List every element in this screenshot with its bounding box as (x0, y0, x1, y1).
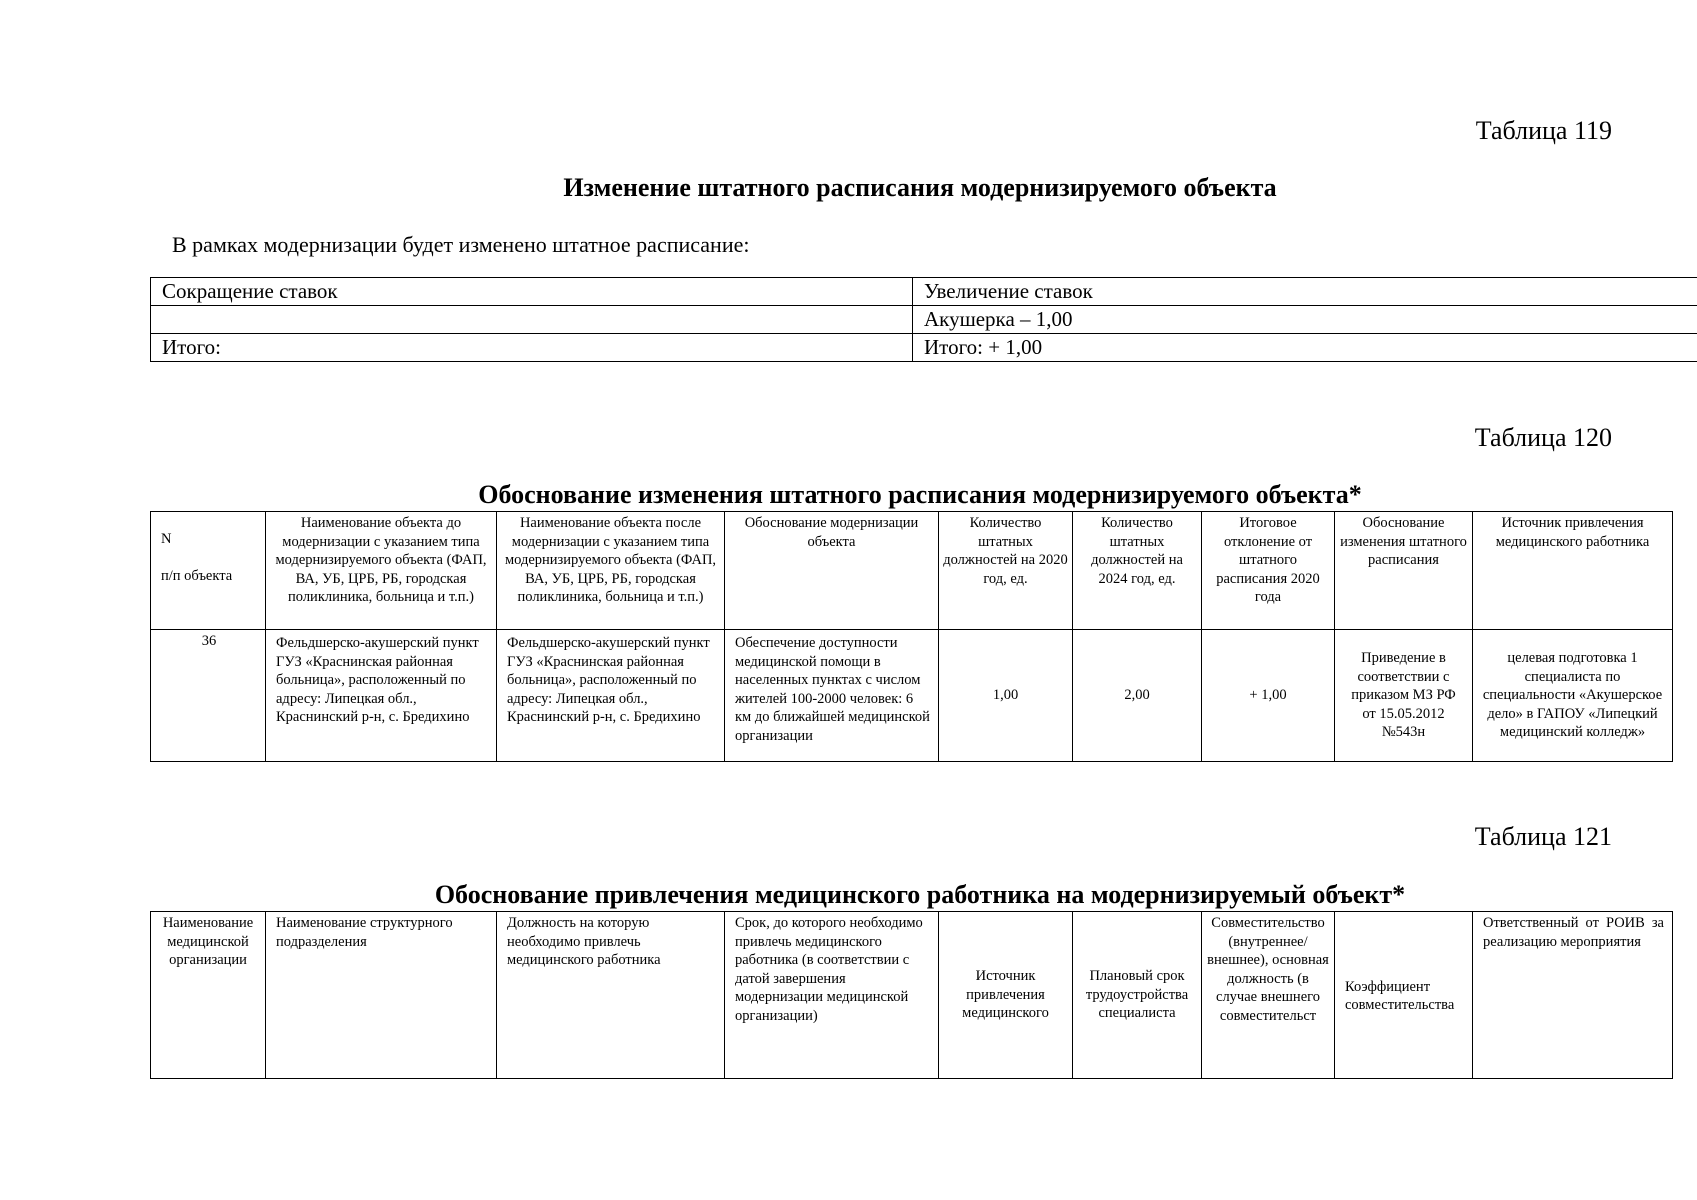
cell-source: целевая подготовка 1 специалиста по специальности «Акушерское дело» в ГАПОУ «Липецкий медицинский колледж» (1473, 630, 1673, 762)
header-cell-planned-term: Плановый срок трудоустройства специалиста (1073, 912, 1202, 1079)
header-cell-count-2020: Количество штатных должностей на 2020 год, ед. (939, 512, 1073, 630)
header-number-line1: N (161, 531, 172, 547)
header-cell-org-name: Наименование медицинской организации (151, 912, 266, 1079)
table-cell: Сокращение ставок (151, 278, 913, 306)
cell-change-basis: Приведение в соответствии с приказом МЗ РФ от 15.05.2012 №543н (1335, 630, 1473, 762)
table-row (151, 306, 1697, 334)
table-row (151, 334, 1697, 362)
cell-count-2024: 2,00 (1073, 630, 1202, 762)
header-cell-deadline: Срок, до которого необходимо привлечь медицинского работника (в соответствии с датой завершения модернизации медицинской организации) (725, 912, 939, 1079)
table-title-121: Обоснование привлечения медицинского работника на модернизируемый объект* (434, 880, 1406, 909)
intro-text: В рамках модернизации будет изменено штатное расписание: (172, 232, 750, 257)
table-header-row (151, 912, 1673, 1079)
table-row (151, 630, 1673, 762)
header-cell-count-2024: Количество штатных должностей на 2024 год, ед. (1073, 512, 1202, 630)
cell-deviation: + 1,00 (1202, 630, 1335, 762)
header-cell-responsible: Ответственный от РОИВ за реализацию мероприятия (1473, 912, 1673, 1079)
worker-recruitment-table (150, 911, 1673, 1079)
header-cell-coefficient: Коэффициент совместительства (1335, 912, 1473, 1079)
table-number-120: Таблица 120 (1474, 423, 1612, 452)
header-cell-source: Источник привлечения медицинского (939, 912, 1073, 1079)
header-cell-source: Источник привлечения медицинского работника (1473, 512, 1673, 630)
staffing-change-table (150, 277, 1697, 362)
header-cell-unit-name: Наименование структурного подразделения (266, 912, 497, 1079)
cell-justification: Обеспечение доступности медицинской помощи в населенных пунктах с числом жителей 100-2000 человек: 6 км до ближайшей медицинской организации (725, 630, 939, 762)
header-cell-deviation: Итоговое отклонение от штатного расписания 2020 года (1202, 512, 1335, 630)
staffing-justification-table (150, 511, 1673, 762)
header-cell-justification: Обоснование модернизации объекта (725, 512, 939, 630)
table-cell: Акушерка – 1,00 (913, 306, 1697, 334)
table-number-121: Таблица 121 (1474, 822, 1612, 851)
header-cell-change-basis: Обоснование изменения штатного расписания (1335, 512, 1473, 630)
table-cell (151, 306, 913, 334)
header-cell-name-before: Наименование объекта до модернизации с указанием типа модернизируемого объекта (ФАП, ВА, УБ, ЦРБ, РБ, городская поликлиника, больница и т.п.) (266, 512, 497, 630)
header-number-line2: п/п объекта (161, 567, 233, 584)
table-number-119: Таблица 119 (1475, 116, 1612, 145)
table-row (151, 278, 1697, 306)
header-cell-position: Должность на которую необходимо привлечь медицинского работника (497, 912, 725, 1079)
table-title-120: Обоснование изменения штатного расписания модернизируемого объекта* (478, 480, 1362, 509)
header-cell-number (151, 512, 266, 630)
cell-name-before: Фельдшерско-акушерский пункт ГУЗ «Краснинская районная больница», расположенный по адресу: Липецкая обл., Краснинский р-н, с. Бредихино (266, 630, 497, 762)
table-header-row (151, 512, 1673, 630)
table-cell: Увеличение ставок (913, 278, 1697, 306)
cell-number: 36 (151, 630, 266, 762)
table-cell: Итого: + 1,00 (913, 334, 1697, 362)
table-title-119: Изменение штатного расписания модернизируемого объекта (563, 173, 1277, 202)
header-cell-combination: Совместительство (внутреннее/внешнее), основная должность (в случае внешнего совместительст (1202, 912, 1335, 1079)
cell-name-after: Фельдшерско-акушерский пункт ГУЗ «Краснинская районная больница», расположенный по адресу: Липецкая обл., Краснинский р-н, с. Бредихино (497, 630, 725, 762)
table-cell: Итого: (151, 334, 913, 362)
header-cell-name-after: Наименование объекта после модернизации с указанием типа модернизируемого объекта (ФАП, ВА, УБ, ЦРБ, РБ, городская поликлиника, больница и т.п.) (497, 512, 725, 630)
cell-count-2020: 1,00 (939, 630, 1073, 762)
